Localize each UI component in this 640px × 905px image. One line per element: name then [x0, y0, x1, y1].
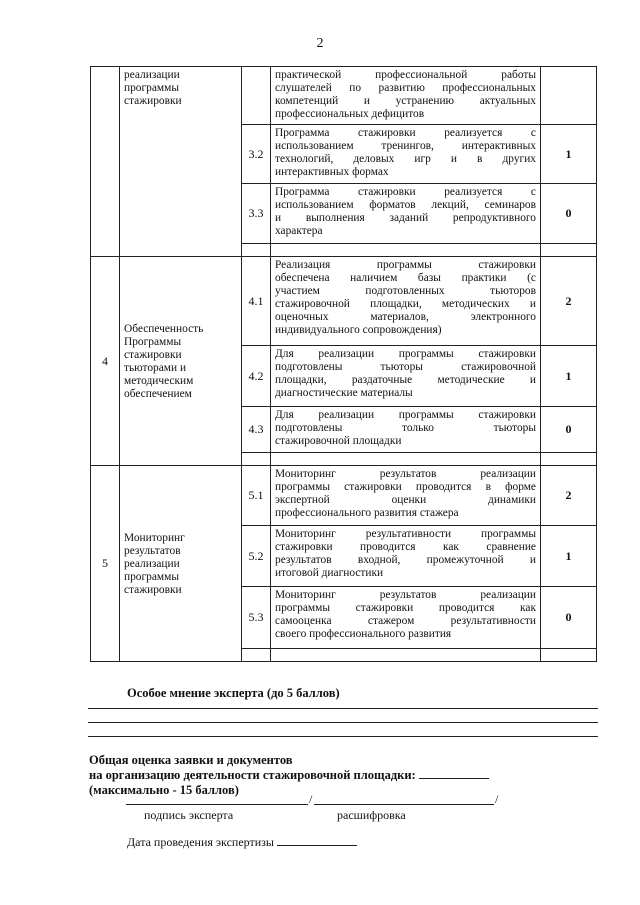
criterion-name-line: реализации [124, 558, 180, 570]
subcriterion-text-line: стажировки проводится как сравнение [275, 541, 536, 553]
criterion-number: 4 [91, 257, 120, 466]
criterion-name-line: обеспечением [124, 388, 192, 400]
page-number: 2 [316, 36, 324, 51]
subcriterion-text-line: программы стажировки проводится в форме [275, 481, 536, 493]
subcriterion-text-line: стажировочной площадки [275, 435, 402, 447]
subcriterion-text-line: индивидуального сопровождения) [275, 324, 442, 336]
signature-slash-1: / [309, 792, 313, 806]
spacer-cell [541, 244, 597, 257]
subcriterion-text [271, 125, 541, 184]
date-field[interactable] [277, 835, 357, 846]
sign-caption: подпись эксперта [144, 808, 234, 822]
criterion-name-line: тьюторами и [124, 362, 187, 374]
opinion-line-2 [88, 722, 598, 723]
subcriterion-text-line: программы стажировки проводится как [275, 602, 536, 614]
subcriterion-id: 5.1 [242, 466, 271, 526]
subcriterion-score: 1 [541, 526, 597, 587]
spacer-cell [271, 649, 541, 662]
criteria-table [90, 66, 597, 662]
subcriterion-text-line: профессиональных дефицитов [275, 108, 425, 120]
subcriterion-text-line: Мониторинг результатов реализации [275, 468, 536, 480]
subcriterion-text-line: своего профессионального развития [275, 628, 452, 640]
criteria-row [91, 67, 597, 125]
subcriterion-text [271, 407, 541, 453]
signature-slash-2: / [495, 792, 499, 806]
subcriterion-id: 5.3 [242, 587, 271, 649]
subcriterion-text-line: подготовлены только тьюторы [275, 422, 536, 434]
subcriterion-score: 0 [541, 184, 597, 244]
spacer-cell [541, 649, 597, 662]
criterion-name-line: методическим [124, 375, 194, 387]
subcriterion-text-line: результатов входной, промежуточной и [275, 554, 536, 566]
subcriterion-text-line: интерактивных формах [275, 166, 389, 178]
subcriterion-score: 2 [541, 466, 597, 526]
criterion-name-line: стажировки [124, 95, 182, 107]
overall-line-2-wrap [89, 768, 489, 783]
subcriterion-text-line: компетенций и устранению актуальных [275, 95, 536, 107]
subcriterion-text-line: диагностические материалы [275, 387, 413, 399]
overall-line-1: Общая оценка заявки и документов [89, 753, 293, 767]
subcriterion-text-line: профессионального развития стажера [275, 507, 459, 519]
subcriterion-id [242, 67, 271, 125]
subcriterion-id: 3.2 [242, 125, 271, 184]
spacer-cell [242, 244, 271, 257]
subcriterion-text-line: Мониторинг результативности программы [275, 528, 536, 540]
criteria-row [91, 466, 597, 526]
overall-score-field[interactable] [419, 768, 489, 779]
criterion-number [91, 67, 120, 257]
subcriterion-score: 2 [541, 257, 597, 346]
spacer-cell [271, 453, 541, 466]
criterion-name-line: Мониторинг [124, 532, 185, 544]
overall-assessment [89, 753, 489, 798]
subcriterion-text-line: характера [275, 225, 323, 237]
subcriterion-text-line: подготовлены тьюторы стажировочной [275, 361, 536, 373]
subcriterion-text-line: и выполнения заданий репродуктивного [275, 212, 536, 224]
opinion-line-3 [88, 736, 598, 737]
subcriterion-text [271, 466, 541, 526]
subcriterion-text-line: Программа стажировки реализуется с [275, 127, 536, 139]
subcriterion-text-line: экспертной оценки динамики [275, 494, 536, 506]
expert-opinion-heading: Особое мнение эксперта (до 5 баллов) [127, 686, 340, 700]
spacer-cell [242, 453, 271, 466]
criterion-name-line: программы [124, 571, 179, 583]
subcriterion-id: 4.2 [242, 346, 271, 407]
subcriterion-id: 4.3 [242, 407, 271, 453]
date-label: Дата проведения экспертизы [127, 835, 274, 849]
subcriterion-text-line: итоговой диагностики [275, 567, 384, 579]
subcriterion-score: 0 [541, 587, 597, 649]
subcriterion-text-line: использованием тренингов, интерактивных [275, 140, 536, 152]
subcriterion-text-line: Мониторинг результатов реализации [275, 589, 536, 601]
decode-field[interactable] [314, 804, 494, 805]
subcriterion-text-line: оценочных материалов, электронного [275, 311, 536, 323]
subcriterion-text-line: Для реализации программы стажировки [275, 348, 536, 360]
criterion-name-line: реализации [124, 69, 180, 81]
subcriterion-text-line: Программа стажировки реализуется с [275, 186, 536, 198]
criterion-name-line: стажировки [124, 584, 182, 596]
subcriterion-score [541, 67, 597, 125]
criterion-name-line: программы [124, 82, 179, 94]
subcriterion-text [271, 184, 541, 244]
signature-field[interactable] [126, 804, 308, 805]
subcriterion-text-line: стажировочной площадки, методических и [275, 298, 536, 310]
subcriterion-text [271, 67, 541, 125]
subcriterion-text-line: слушателей по развитию профессиональных [275, 82, 536, 94]
criterion-name-line: результатов [124, 545, 181, 557]
subcriterion-text-line: участием подготовленных тьюторов [275, 285, 536, 297]
decode-caption: расшифровка [337, 808, 406, 822]
criterion-name [120, 466, 242, 662]
spacer-cell [271, 244, 541, 257]
criterion-name-line: стажировки [124, 349, 182, 361]
subcriterion-id: 3.3 [242, 184, 271, 244]
subcriterion-text [271, 257, 541, 346]
subcriterion-text [271, 346, 541, 407]
spacer-cell [541, 453, 597, 466]
subcriterion-text [271, 526, 541, 587]
subcriterion-id: 4.1 [242, 257, 271, 346]
subcriterion-text-line: Реализация программы стажировки [275, 259, 536, 271]
subcriterion-text-line: практической профессиональной работы [275, 69, 536, 81]
criterion-name-line: Программы [124, 336, 182, 348]
criterion-name-line: Обеспеченность [124, 323, 204, 335]
overall-line-3: (максимально - 15 баллов) [89, 783, 239, 797]
subcriterion-score: 1 [541, 125, 597, 184]
criterion-name [120, 67, 242, 257]
subcriterion-score: 0 [541, 407, 597, 453]
criteria-row [91, 257, 597, 346]
subcriterion-text-line: использованием форматов лекций, семинаров [275, 199, 536, 211]
spacer-cell [242, 649, 271, 662]
subcriterion-id: 5.2 [242, 526, 271, 587]
subcriterion-text-line: Для реализации программы стажировки [275, 409, 536, 421]
subcriterion-text-line: технологий, деловых игр и в других [275, 153, 536, 165]
opinion-line-1 [88, 708, 598, 709]
subcriterion-text-line: самооценка стажером результативности [275, 615, 536, 627]
subcriterion-text-line: площадки, раздаточные методические и [275, 374, 536, 386]
criterion-name [120, 257, 242, 466]
criterion-number: 5 [91, 466, 120, 662]
subcriterion-score: 1 [541, 346, 597, 407]
subcriterion-text [271, 587, 541, 649]
subcriterion-text-line: обеспечена наличием базы практики (с [275, 272, 536, 284]
date-row [127, 835, 357, 850]
overall-line-2: на организацию деятельности стажировочной площадки: [89, 768, 416, 782]
